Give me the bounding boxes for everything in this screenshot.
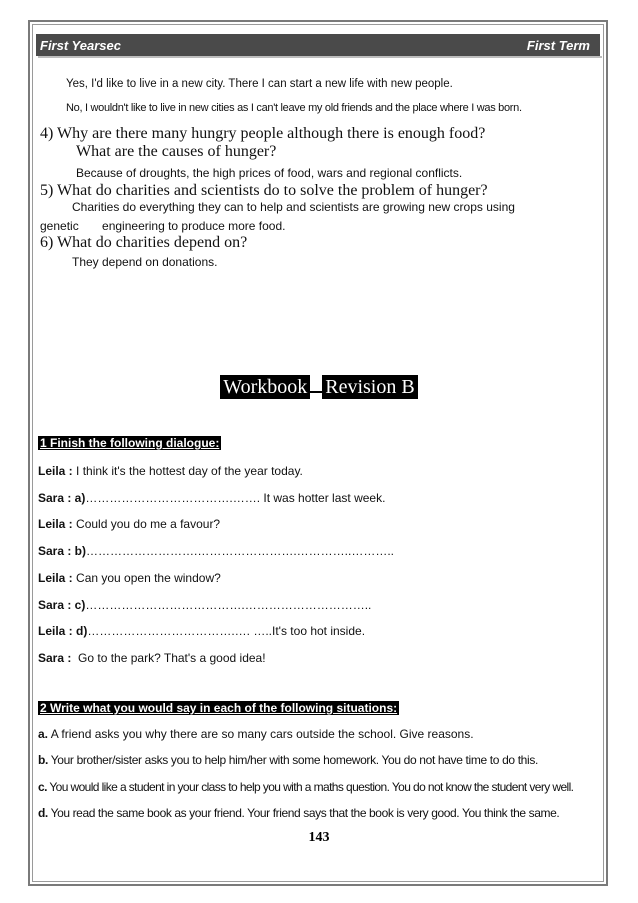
- dialogue-line: Leila : Can you open the window?: [38, 571, 221, 585]
- dialogue-line: Sara : b)……………………….…………………….…………..………..: [38, 544, 395, 558]
- header-right-label: First Term: [526, 38, 590, 53]
- section-1-heading: 1 Finish the following dialogue:: [40, 436, 220, 450]
- header-shadow: [38, 56, 602, 58]
- answer-4: Because of droughts, the high prices of food, wars and regional conflicts.: [76, 166, 463, 180]
- dialogue-line: Sara : a)……………………………….……. It was hotter last week.: [38, 491, 386, 505]
- revision-title-word1: Workbook: [220, 375, 310, 399]
- situation-line: c. You would like a student in your class to help you with a maths question. You do not know the student very well.: [38, 780, 574, 794]
- revision-title-word2: Revision B: [322, 375, 417, 399]
- dialogue-line: Leila : Could you do me a favour?: [38, 517, 221, 531]
- dialogue-line: Sara : c)………………………………….…………………………..: [38, 598, 372, 612]
- situation-line: a. A friend asks you why there are so many cars outside the school. Give reasons.: [38, 727, 474, 741]
- header-bar: [36, 34, 600, 56]
- question-4: 4) Why are there many hungry people although there is enough food?: [40, 125, 486, 142]
- answer-6: They depend on donations.: [72, 255, 218, 269]
- question-6: 6) What do charities depend on?: [40, 234, 248, 251]
- dialogue-line: Sara : Go to the park? That's a good idea!: [38, 651, 266, 665]
- question-4-sub: What are the causes of hunger?: [76, 143, 277, 160]
- page-number: 143: [308, 830, 330, 845]
- dialogue-line: Leila : d)……………………………….…. …..It's too hot inside.: [38, 624, 366, 638]
- header-left-label: First Yearsec: [40, 38, 121, 53]
- answer-5-line-2: genetic engineering to produce more food.: [40, 219, 286, 233]
- question-5: 5) What do charities and scientists do to solve the problem of hunger?: [40, 182, 488, 199]
- answer-line-2: No, I wouldn't like to live in new cities as I can't leave my old friends and the place where I was born.: [66, 102, 522, 114]
- revision-title: [0, 376, 638, 399]
- dialogue-line: Leila : I think it's the hottest day of the year today.: [38, 464, 303, 478]
- answer-5-line-1: Charities do everything they can to help and scientists are growing new crops using: [72, 200, 515, 214]
- situation-line: b. Your brother/sister asks you to help him/her with some homework. You do not have time to do this.: [38, 753, 538, 767]
- situation-line: d. You read the same book as your friend. Your friend says that the book is very good. You think the same.: [38, 806, 560, 820]
- answer-line-1: Yes, I'd like to live in a new city. There I can start a new life with new people.: [66, 78, 453, 90]
- section-2-heading: 2 Write what you would say in each of the following situations:: [40, 701, 398, 715]
